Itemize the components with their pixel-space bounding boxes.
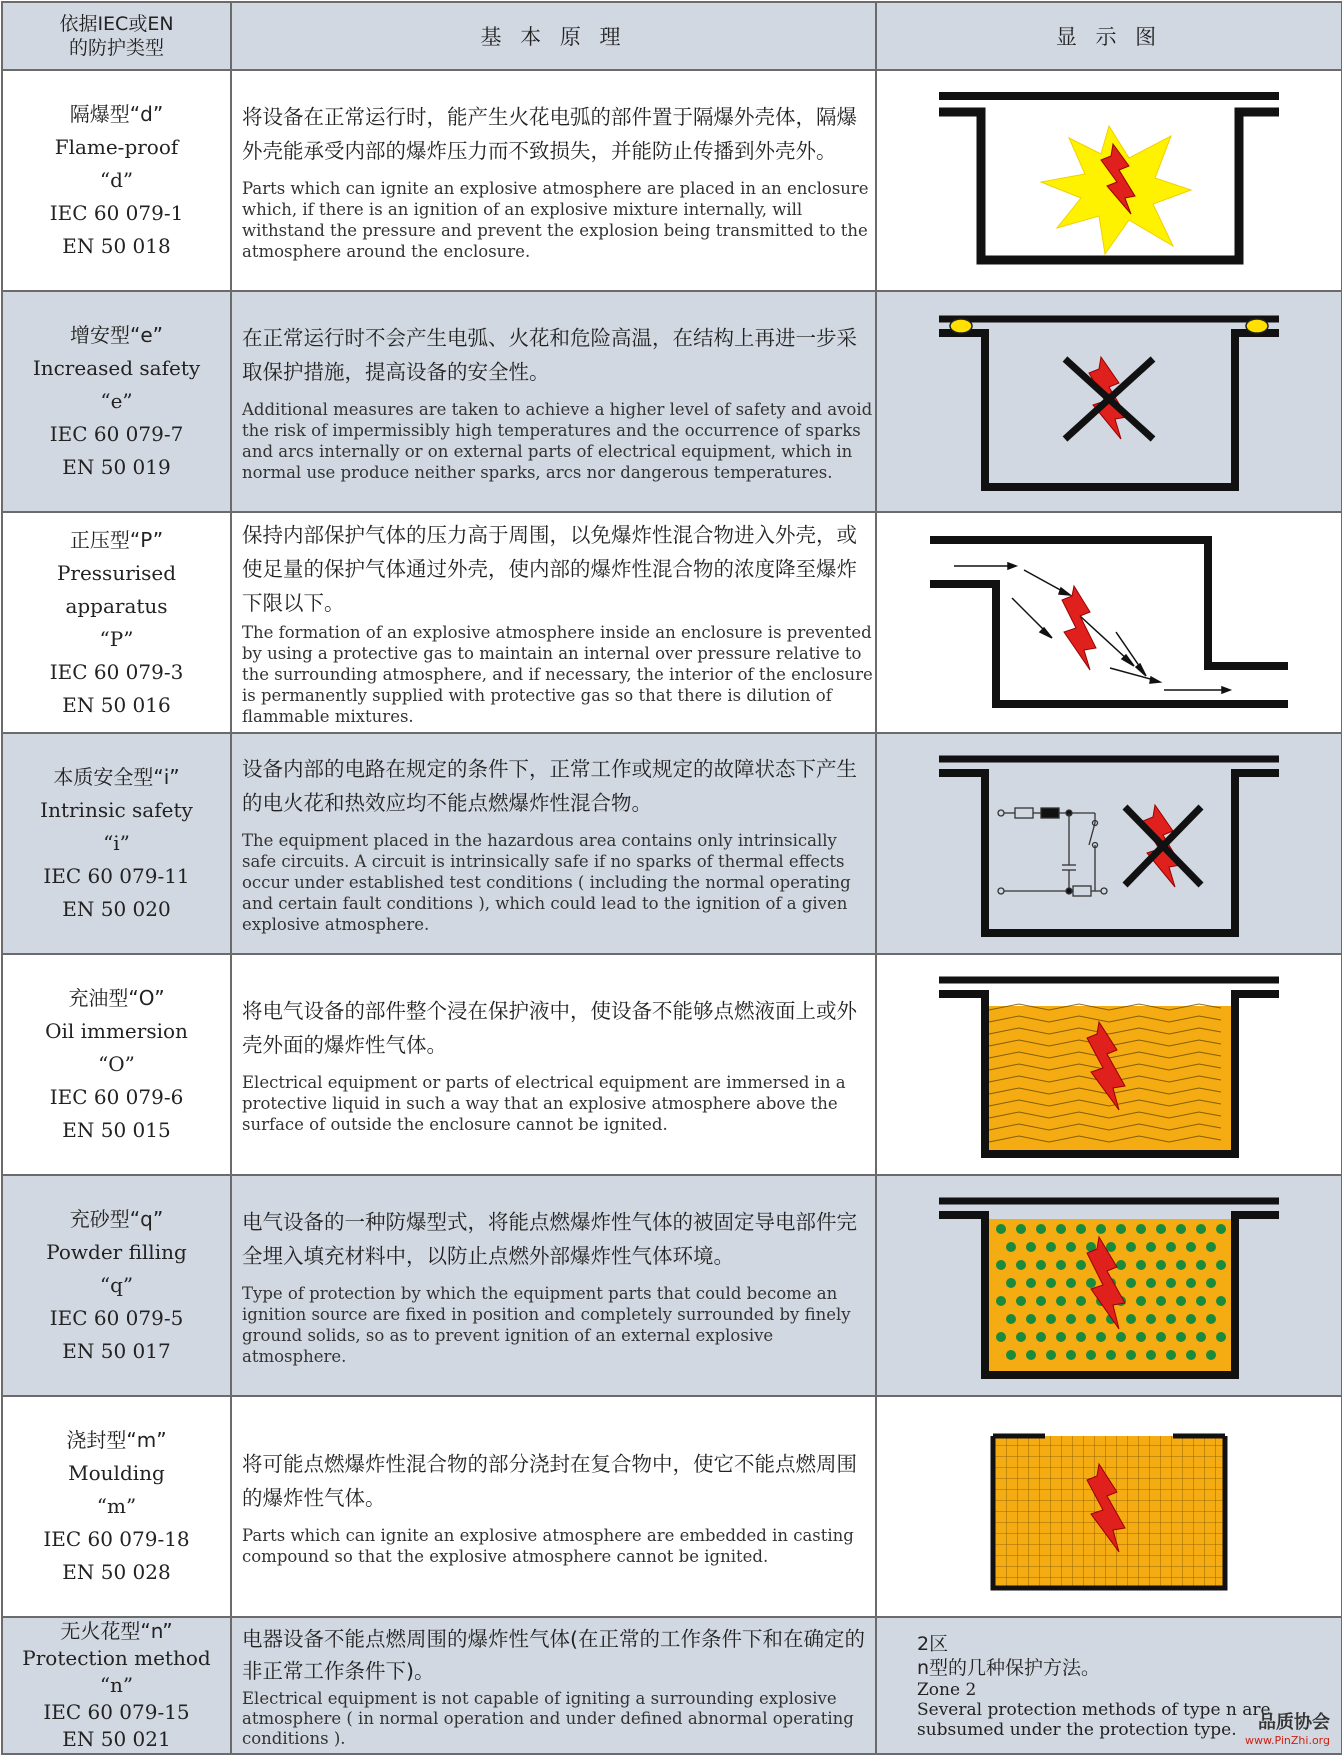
type-name-en: Protection method “n” (22, 1646, 211, 1697)
powder-dot (1056, 1332, 1066, 1342)
oil-immersion-diagram (929, 970, 1289, 1160)
powder-dot (1006, 1278, 1016, 1288)
principle-en: Additional measures are taken to achieve a higher level of safety and avoid the risk of impermissibly high temperatures and the occurrence of sparks and arcs internally or on external parts of electrical equipment, which in normal use produce neither sparks, arcs nor dangerous temperatures. (242, 399, 873, 482)
type-name-zh: 隔爆型“d” (69, 102, 164, 126)
table-row (2, 1396, 1342, 1617)
powder-dot (1016, 1296, 1026, 1306)
gasket-right-icon (1246, 319, 1268, 333)
principle-en: The formation of an explosive atmosphere inside an enclosure is prevented by using a protective gas to maintain an internal over pressure relative to the surrounding atmosphere, and if necessary, the interior of the enclosure is permanently supplied with protective gas so that there is dilution of flammable mixtures. (242, 623, 873, 726)
type-name-zh: 无火花型“n” (60, 1619, 173, 1643)
type-cell (2, 1175, 231, 1396)
principle-zh: 保持内部保护气体的压力高于周围，以免爆炸性混合物进入外壳，或使足量的保护气体通过外壳，使内部的爆炸性混合物的浓度降至爆炸下限以下。 (242, 523, 857, 615)
table-header-row (2, 2, 1342, 70)
watermark-logo: 品质协会 (1258, 1712, 1330, 1733)
principle-zh: 电器设备不能点燃周围的爆炸性气体(在正常的工作条件下和在确定的非正常工作条件下)。 (242, 1626, 865, 1683)
powder-dot (1066, 1242, 1076, 1252)
en-standard: EN 50 019 (62, 455, 171, 479)
powder-dot (1186, 1314, 1196, 1324)
type-code: “P” (99, 626, 134, 651)
principle-cell (231, 954, 876, 1175)
zone-zh: 2区 (917, 1632, 949, 1655)
powder-dot (1066, 1314, 1076, 1324)
powder-dot (1176, 1224, 1186, 1234)
type-name-en: Increased safety (32, 356, 201, 380)
type-cell (2, 70, 231, 291)
powder-dot (1096, 1224, 1106, 1234)
powder-dot (1086, 1350, 1096, 1360)
powder-dot (1126, 1314, 1136, 1324)
principle-en: Electrical equipment is not capable of igniting a surrounding explosive atmosphere ( in normal operation and under defined abnormal operating conditions ). (242, 1688, 854, 1748)
principle-zh: 将设备在正常运行时，能产生火花电弧的部件置于隔爆外壳体，隔爆外壳能承受内部的爆炸压力而不致损失，并能防止传播到外壳外。 (242, 104, 857, 163)
principle-zh: 在正常运行时不会产生电弧、火花和危险高温，在结构上再进一步采取保护措施，提高设备的安全性。 (242, 325, 857, 384)
powder-filling-diagram (929, 1191, 1289, 1381)
type-cell (2, 1396, 231, 1617)
powder-dot (1026, 1278, 1036, 1288)
principle-cell (231, 512, 876, 733)
powder-dot (1136, 1296, 1146, 1306)
powder-dot (1116, 1332, 1126, 1342)
en-standard: EN 50 028 (62, 1560, 171, 1584)
powder-dot (1166, 1350, 1176, 1360)
type-cell (2, 954, 231, 1175)
moulding-diagram (929, 1412, 1289, 1602)
diagram-cell (876, 70, 1342, 291)
powder-dot (1026, 1350, 1036, 1360)
en-standard: EN 50 016 (62, 692, 171, 717)
powder-dot (1136, 1260, 1146, 1270)
en-standard: EN 50 017 (62, 1339, 171, 1363)
powder-dot (1136, 1224, 1146, 1234)
powder-dot (1146, 1350, 1156, 1360)
diagram-cell (876, 512, 1342, 733)
type-name-zh: 浇封型“m” (66, 1428, 167, 1452)
powder-dot (996, 1296, 1006, 1306)
type-name-en: Oil immersion (45, 1019, 188, 1043)
powder-dot (1056, 1296, 1066, 1306)
type-code: “d” (99, 168, 134, 192)
powder-dot (1176, 1260, 1186, 1270)
principle-en: Parts which can ignite an explosive atmosphere are placed in an enclosure which, if there is an ignition of an explosive mixture internally, will withstand the pressure and prevent the explosion being transmitted to the atmosphere around the enclosure. (242, 178, 869, 261)
lightning-bolt-icon (1062, 586, 1096, 670)
powder-dot (1196, 1260, 1206, 1270)
powder-dot (1046, 1278, 1056, 1288)
intrinsic-safety-diagram (929, 749, 1289, 939)
powder-dot (1146, 1278, 1156, 1288)
flame-proof-diagram (929, 86, 1289, 276)
principle-en: The equipment placed in the hazardous area contains only intrinsically safe circuits. A circuit is intrinsically safe if no sparks of thermal effects occur under established test conditions ( including the normal operating and certain fault conditions ), which could lead to the ignition of a given explosive atmosphere. (242, 831, 851, 934)
powder-dot (1156, 1296, 1166, 1306)
principle-cell (231, 1396, 876, 1617)
powder-dot (1196, 1296, 1206, 1306)
principle-cell (231, 291, 876, 512)
powder-dot (1036, 1224, 1046, 1234)
powder-dot (1186, 1242, 1196, 1252)
principle-zh: 将电气设备的部件整个浸在保护液中，使设备不能够点燃液面上或外壳外面的爆炸性气体。 (242, 999, 857, 1057)
header-col1-line2: 的防护类型 (68, 37, 164, 59)
header-illustration: 显 示 图 (876, 2, 1342, 70)
watermark (1245, 1708, 1330, 1747)
diagram-cell (876, 1175, 1342, 1396)
powder-dot (1206, 1242, 1216, 1252)
type-code: “e” (100, 389, 133, 413)
principle-cell (231, 70, 876, 291)
powder-dot (1006, 1314, 1016, 1324)
protection-types-table (1, 1, 1342, 1755)
en-standard: EN 50 018 (62, 234, 171, 258)
table-row (2, 1617, 1342, 1754)
powder-dot (1166, 1278, 1176, 1288)
iec-standard: IEC 60 079-1 (49, 201, 184, 225)
type-name-en: Pressurised apparatus (56, 560, 177, 618)
increased-safety-diagram (929, 307, 1289, 497)
principle-cell (231, 733, 876, 954)
iec-standard: IEC 60 079-7 (49, 422, 184, 446)
powder-dot (1196, 1332, 1206, 1342)
type-name-en: Intrinsic safety (40, 798, 193, 822)
principle-en: Electrical equipment or parts of electrical equipment are immersed in a protective liquid in such a way that an explosive atmosphere above the surface of outside the enclosure cannot be ignited. (242, 1073, 846, 1134)
type-name-zh: 增安型“e” (69, 323, 164, 347)
powder-dot (1056, 1224, 1066, 1234)
table-row (2, 1175, 1342, 1396)
powder-dot (1126, 1242, 1136, 1252)
zone-en: Zone 2 (917, 1679, 977, 1700)
powder-dot (1036, 1260, 1046, 1270)
powder-dot (1216, 1260, 1226, 1270)
methods-en: Several protection methods of type n are subsumed under the protection type. (917, 1699, 1271, 1740)
powder-dot (1036, 1296, 1046, 1306)
table-row (2, 291, 1342, 512)
type-name-zh: 充油型“O” (68, 986, 165, 1010)
type-cell (2, 291, 231, 512)
powder-dot (996, 1260, 1006, 1270)
type-cell (2, 733, 231, 954)
powder-dot (1046, 1314, 1056, 1324)
powder-dot (1206, 1314, 1216, 1324)
circuit-schematic-icon (998, 808, 1107, 896)
powder-dot (1196, 1224, 1206, 1234)
powder-dot (1046, 1350, 1056, 1360)
type-name-en: Powder filling (46, 1240, 187, 1264)
type-cell (2, 512, 231, 733)
methods-zh: n型的几种保护方法。 (917, 1656, 1101, 1679)
gasket-left-icon (950, 319, 972, 333)
type-name-zh: 本质安全型“i” (53, 765, 180, 789)
powder-dot (1096, 1332, 1106, 1342)
powder-dot (1146, 1314, 1156, 1324)
type-code: “q” (99, 1273, 134, 1297)
header-basic-principle: 基 本 原 理 (231, 2, 876, 70)
powder-dot (1066, 1278, 1076, 1288)
header-protection-type (2, 2, 231, 70)
powder-dot (1136, 1332, 1146, 1342)
powder-dot (1216, 1296, 1226, 1306)
powder-dot (1056, 1260, 1066, 1270)
powder-dot (1086, 1314, 1096, 1324)
powder-dot (1076, 1260, 1086, 1270)
powder-dot (1146, 1242, 1156, 1252)
powder-dot (1016, 1260, 1026, 1270)
powder-dot (1206, 1350, 1216, 1360)
powder-dot (1106, 1350, 1116, 1360)
principle-en: Parts which can ignite an explosive atmosphere are embedded in casting compound so that the explosive atmosphere cannot be ignited. (242, 1525, 854, 1566)
type-code: “O” (98, 1052, 135, 1076)
principle-en: Type of protection by which the equipment parts that could become an ignition source are fixed in position and completely surrounded by finely ground solids, so as to prevent ignition of an external explosive atmosphere. (242, 1283, 851, 1366)
powder-dot (1186, 1278, 1196, 1288)
table-row (2, 733, 1342, 954)
powder-dot (1076, 1224, 1086, 1234)
powder-dot (1166, 1314, 1176, 1324)
watermark-url: www.PinZhi.org (1245, 1734, 1330, 1747)
principle-cell (231, 1617, 876, 1754)
en-standard: EN 50 021 (62, 1727, 171, 1751)
type-code: “i” (103, 831, 130, 855)
type-code: “m” (96, 1494, 137, 1518)
powder-dot (1156, 1332, 1166, 1342)
powder-dot (1156, 1224, 1166, 1234)
pressurised-diagram (924, 528, 1294, 718)
powder-dot (1026, 1314, 1036, 1324)
powder-dot (1076, 1296, 1086, 1306)
type-name-en: Flame-proof (54, 135, 179, 159)
powder-dot (996, 1332, 1006, 1342)
powder-dot (1046, 1242, 1056, 1252)
powder-dot (996, 1224, 1006, 1234)
diagram-cell (876, 733, 1342, 954)
powder-dot (1016, 1224, 1026, 1234)
powder-dot (1006, 1242, 1016, 1252)
principle-cell (231, 1175, 876, 1396)
powder-dot (1026, 1242, 1036, 1252)
powder-dot (1086, 1278, 1096, 1288)
iec-standard: IEC 60 079-15 (43, 1700, 190, 1724)
powder-dot (1116, 1224, 1126, 1234)
powder-dot (1126, 1350, 1136, 1360)
powder-dot (1216, 1332, 1226, 1342)
powder-dot (1066, 1350, 1076, 1360)
powder-dot (1206, 1278, 1216, 1288)
type-cell (2, 1617, 231, 1754)
type-name-zh: 充砂型“q” (69, 1207, 164, 1231)
powder-dot (1176, 1296, 1186, 1306)
powder-dot (1076, 1332, 1086, 1342)
en-standard: EN 50 020 (62, 897, 171, 921)
powder-dot (1126, 1278, 1136, 1288)
powder-dot (1116, 1260, 1126, 1270)
table-row (2, 512, 1342, 733)
diagram-cell (876, 954, 1342, 1175)
iec-standard: IEC 60 079-6 (49, 1085, 184, 1109)
powder-dot (1176, 1332, 1186, 1342)
powder-dot (1006, 1350, 1016, 1360)
powder-dot (1016, 1332, 1026, 1342)
principle-zh: 将可能点燃爆炸性混合物的部分浇封在复合物中，使它不能点燃周围的爆炸性气体。 (242, 1451, 857, 1510)
powder-dot (1216, 1224, 1226, 1234)
iec-standard: IEC 60 079-5 (49, 1306, 184, 1330)
powder-dot (1186, 1350, 1196, 1360)
powder-dot (1036, 1332, 1046, 1342)
principle-zh: 电气设备的一种防爆型式，将能点燃爆炸性气体的被固定导电部件完全埋入填充材料中，以防止点燃外部爆炸性气体环境。 (242, 1209, 857, 1268)
principle-zh: 设备内部的电路在规定的条件下，正常工作或规定的故障状态下产生的电火花和热效应均不能点燃爆炸性混合物。 (242, 757, 857, 815)
en-standard: EN 50 015 (62, 1118, 171, 1142)
powder-dot (1156, 1260, 1166, 1270)
diagram-cell (876, 1396, 1342, 1617)
type-name-zh: 正压型“P” (69, 527, 164, 552)
powder-dot (1166, 1242, 1176, 1252)
table-row (2, 70, 1342, 291)
iec-standard: IEC 60 079-11 (43, 864, 190, 888)
diagram-cell (876, 291, 1342, 512)
header-col1-line1: 依据IEC或EN (59, 13, 174, 35)
iec-standard: IEC 60 079-3 (49, 659, 184, 684)
table-row (2, 954, 1342, 1175)
type-name-en: Moulding (68, 1461, 165, 1485)
iec-standard: IEC 60 079-18 (43, 1527, 190, 1551)
